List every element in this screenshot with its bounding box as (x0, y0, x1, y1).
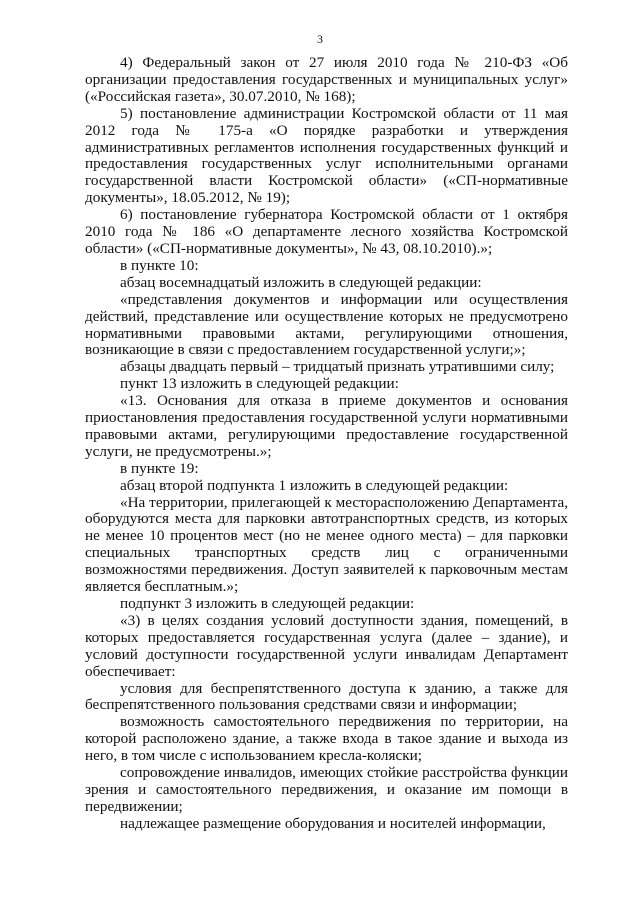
document-body (85, 55, 568, 833)
paragraph: надлежащее размещение оборудования и носителей информации, (120, 814, 546, 832)
paragraph: абзац второй подпункта 1 изложить в следующей редакции: (120, 476, 509, 494)
paragraph: «На территории, прилегающей к месторасположению Департамента, оборудуются места для парковки автотранспортных средств, из которых не менее 10 процентов мест (но не менее одного места) – для парковки специальных транспортных средств лиц с ограниченными возможностями передвижения. Доступ заявителей к парковочным местам является бесплатным.»; (85, 493, 568, 596)
paragraph: сопровождение инвалидов, имеющих стойкие расстройства функции зрения и самостоятельного передвижения, и оказание им помощи в передвижении; (85, 764, 568, 815)
paragraph: 5) постановление администрации Костромской области от 11 мая 2012 года № 175-а «О порядке разработки и утверждения административных регламентов исполнения государственных функций и предоставления государственных услуг исполнительными органами государственной власти Костромской области» («СП-нормативные документы», 18.05.2012, № 19); (85, 104, 568, 207)
page-number: 3 (317, 32, 323, 46)
paragraph: условия для беспрепятственного доступа к зданию, а также для беспрепятственного пользования средствами связи и информации; (85, 679, 568, 714)
paragraph: 4) Федеральный закон от 27 июля 2010 года № 210-ФЗ «Об организации предоставления государственных и муниципальных услуг» («Российская газета», 30.07.2010, № 168); (85, 54, 568, 105)
paragraph: пункт 13 изложить в следующей редакции: (120, 375, 399, 393)
paragraph: в пункте 19: (120, 459, 199, 477)
paragraph: абзац восемнадцатый изложить в следующей редакции: (120, 273, 482, 291)
paragraph: подпункт 3 изложить в следующей редакции: (120, 595, 415, 612)
paragraph: возможность самостоятельного передвижения по территории, на которой расположено здание, а также входа в такое здание и выхода из него, в том числе с использованием кресла-коляски; (85, 713, 568, 765)
paragraph: «3) в целях создания условий доступности здания, помещений, в которых предоставляется государственная услуга (далее – здание), и условий доступности государственной услуги инвалидам Департамент обеспечивает: (85, 611, 568, 680)
paragraph: «представления документов и информации или осуществления действий, представление или осуществление которых не предусмотрено нормативными правовыми актами, регулирующими отношения, возникающие в связи с предоставлением государственной услуги;»; (85, 290, 568, 359)
paragraph: в пункте 10: (120, 256, 199, 274)
paragraph: 6) постановление губернатора Костромской области от 1 октября 2010 года № 186 «О департаменте лесного хозяйства Костромской области» («СП-нормативные документы», № 43, 08.10.2010).»; (85, 206, 568, 257)
paragraph: «13. Основания для отказа в приеме документов и основания приостановления предоставления государственной услуги нормативными правовыми актами, регулирующими предоставление государственной услуги, не предусмотрены.»; (85, 392, 568, 460)
paragraph: абзацы двадцать первый – тридцатый признать утратившими силу; (120, 358, 555, 376)
